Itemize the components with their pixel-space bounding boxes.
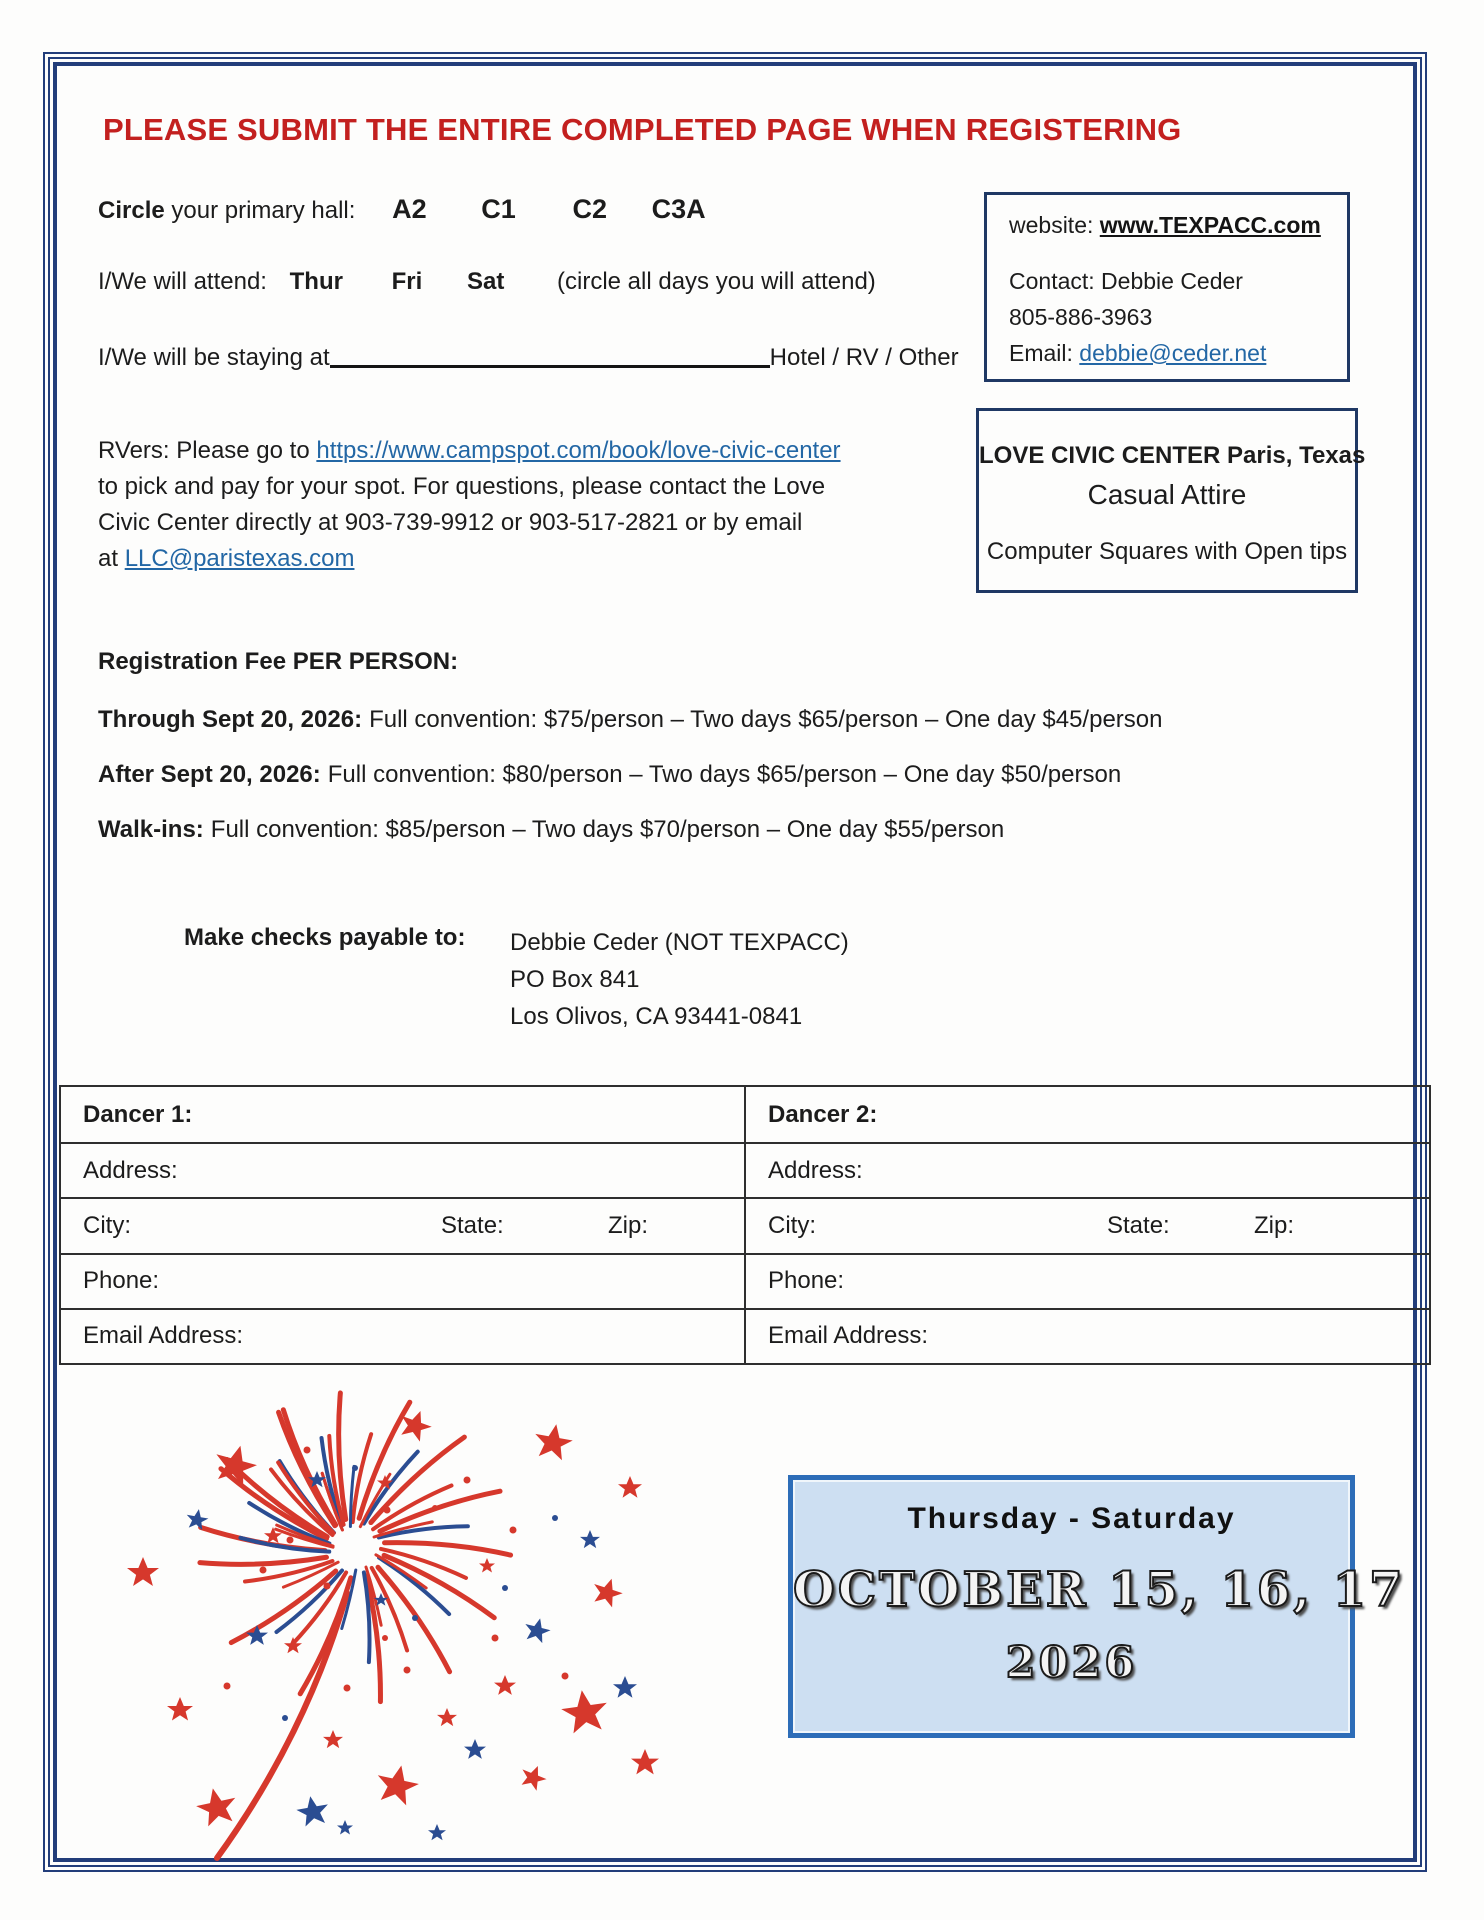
- state-label: State:: [1107, 1212, 1170, 1239]
- day-option-fri[interactable]: Fri: [391, 268, 423, 295]
- rv-text-2: to pick and pay for your spot. For questions, please contact the Love: [98, 473, 826, 500]
- city-label: City:: [768, 1212, 816, 1239]
- contact-email-line: [1009, 335, 1347, 371]
- hall-label-bold: Circle: [98, 197, 165, 224]
- hall-label: your primary hall:: [164, 197, 356, 224]
- hall-option-c2[interactable]: C2: [572, 194, 607, 224]
- dancer-table: [59, 1085, 1431, 1365]
- event-date-box: [788, 1475, 1406, 1738]
- venue-program: Computer Squares with Open tips: [986, 538, 1348, 565]
- website-label: website:: [1009, 212, 1094, 238]
- email-label: Email:: [1009, 340, 1073, 366]
- dancer2-email-field[interactable]: [746, 1308, 1429, 1363]
- zip-label: Zip:: [1254, 1212, 1295, 1239]
- dancer1-address-field[interactable]: [61, 1142, 744, 1197]
- hall-option-c1[interactable]: C1: [481, 194, 516, 224]
- attend-line: [98, 268, 876, 296]
- dancer1-header: Dancer 1:: [83, 1100, 193, 1128]
- fee-label: After Sept 20, 2026:: [98, 761, 321, 788]
- dancer1-name-field[interactable]: [61, 1087, 744, 1142]
- venue-name: LOVE CIVIC CENTER Paris, Texas: [979, 442, 1366, 469]
- event-days: Thursday - Saturday: [907, 1502, 1236, 1535]
- rv-text-1: RVers: Please go to: [98, 437, 317, 464]
- fee-row-walkins: [98, 816, 1004, 844]
- checks-label: Make checks payable to:: [184, 924, 466, 951]
- attend-label: I/We will attend:: [98, 268, 267, 295]
- email-address-label: Email Address:: [768, 1322, 929, 1350]
- staying-at-field[interactable]: [330, 340, 770, 368]
- website-link[interactable]: www.TEXPACC.com: [1099, 212, 1321, 238]
- dancer1-email-field[interactable]: [61, 1308, 744, 1363]
- zip-label: Zip:: [608, 1212, 649, 1239]
- checks-po-box: PO Box 841: [510, 966, 640, 993]
- page-title: PLEASE SUBMIT THE ENTIRE COMPLETED PAGE WHEN REGISTERING: [103, 112, 1182, 147]
- phone-label: Phone:: [768, 1267, 845, 1295]
- rv-text-3: Civic Center directly at 903-739-9912 or 903-517-2821 or by email: [98, 509, 803, 536]
- event-dates: OCTOBER 15, 16, 17: [793, 1562, 1406, 1618]
- staying-label: I/We will be staying at: [98, 344, 330, 371]
- llc-email-link[interactable]: LLC@paristexas.com: [124, 545, 355, 572]
- contact-phone: 805-886-3963: [1009, 304, 1153, 330]
- campspot-link[interactable]: https://www.campspot.com/book/love-civic-center: [316, 437, 841, 464]
- fee-label: Walk-ins:: [98, 816, 204, 843]
- contact-name: Contact: Debbie Ceder: [1009, 268, 1243, 294]
- email-address-label: Email Address:: [83, 1322, 244, 1350]
- website-line: [1009, 212, 1347, 239]
- day-option-thur[interactable]: Thur: [289, 268, 343, 295]
- fireworks-image: [85, 1388, 660, 1866]
- fee-row-through: [98, 706, 1162, 734]
- hall-option-a2[interactable]: A2: [392, 194, 427, 224]
- address-label: Address:: [768, 1156, 863, 1184]
- fee-text: Full convention: $75/person – Two days $65/person – One day $45/person: [369, 706, 1163, 733]
- address-label: Address:: [83, 1156, 178, 1184]
- fee-label: Through Sept 20, 2026:: [98, 706, 363, 733]
- attend-note: (circle all days you will attend): [557, 268, 876, 295]
- event-year: 2026: [1005, 1638, 1138, 1688]
- dancer2-phone-field[interactable]: [746, 1253, 1429, 1308]
- rv-paragraph: [98, 433, 841, 577]
- checks-city-line: Los Olivos, CA 93441-0841: [510, 1003, 803, 1030]
- staying-line: [98, 340, 959, 372]
- staying-options[interactable]: Hotel / RV / Other: [769, 344, 959, 371]
- dancer2-name-field[interactable]: [746, 1087, 1429, 1142]
- hall-option-c3a[interactable]: C3A: [651, 194, 706, 224]
- checks-address-block: [510, 924, 849, 1035]
- fee-text: Full convention: $80/person – Two days $65/person – One day $50/person: [327, 761, 1122, 788]
- fee-row-after: [98, 761, 1121, 789]
- dancer1-column: [61, 1087, 744, 1363]
- dancer2-address-field[interactable]: [746, 1142, 1429, 1197]
- fee-text: Full convention: $85/person – Two days $70/person – One day $55/person: [210, 816, 1005, 843]
- venue-info-box: [976, 408, 1366, 593]
- fees-heading: Registration Fee PER PERSON:: [98, 648, 459, 675]
- dancer1-city-field[interactable]: [61, 1197, 744, 1252]
- checks-payee: Debbie Ceder (NOT TEXPACC): [510, 929, 849, 956]
- dancer2-header: Dancer 2:: [768, 1100, 878, 1128]
- state-label: State:: [441, 1212, 504, 1239]
- phone-label: Phone:: [83, 1267, 160, 1295]
- rv-text-4: at: [98, 545, 125, 572]
- venue-attire: Casual Attire: [1087, 479, 1247, 510]
- contact-info-box: [984, 192, 1350, 382]
- day-option-sat[interactable]: Sat: [466, 268, 505, 295]
- primary-hall-line: [98, 194, 706, 225]
- city-label: City:: [83, 1212, 131, 1239]
- contact-email-link[interactable]: debbie@ceder.net: [1079, 340, 1267, 366]
- dancer2-city-field[interactable]: [746, 1197, 1429, 1252]
- dancer2-column: [744, 1087, 1429, 1363]
- dancer1-phone-field[interactable]: [61, 1253, 744, 1308]
